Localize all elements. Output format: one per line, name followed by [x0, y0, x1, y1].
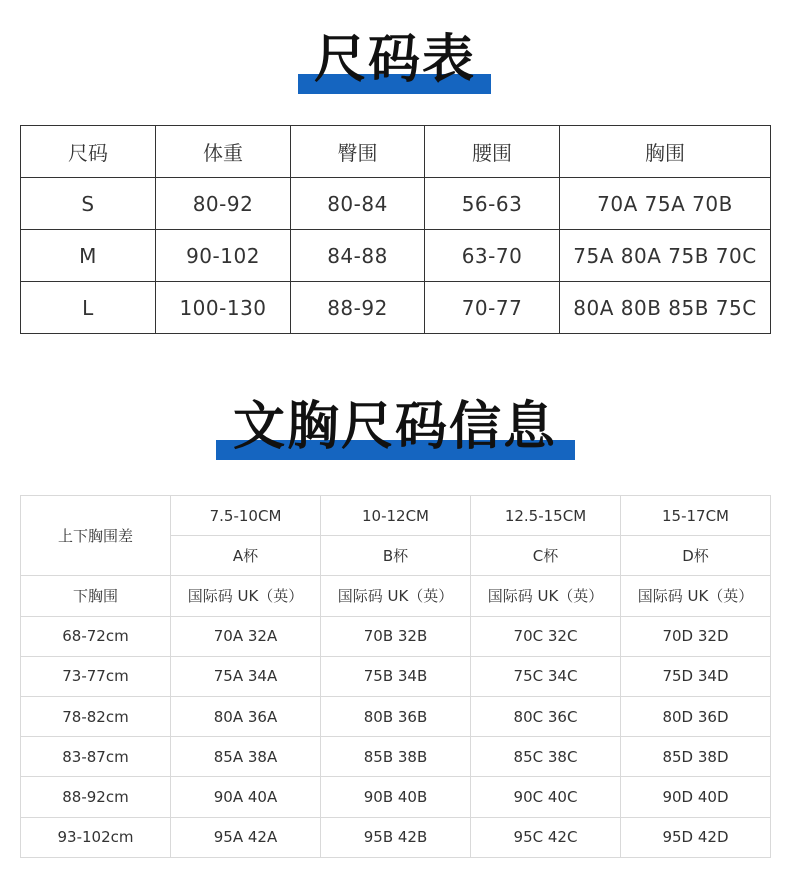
underbust-label: 下胸围 — [21, 576, 171, 616]
size-chart-table — [20, 125, 771, 334]
size-code-cell: 80A 36A — [171, 696, 321, 736]
diff-range-cell: 12.5-15CM — [471, 496, 621, 536]
size-code-cell: 85C 38C — [471, 737, 621, 777]
size-cell: L — [21, 282, 156, 334]
size-code-cell: 70A 32A — [171, 616, 321, 656]
underbust-cell: 78-82cm — [21, 696, 171, 736]
cup-cell: A杯 — [171, 536, 321, 576]
cup-cell: D杯 — [621, 536, 771, 576]
hip-cell: 88-92 — [291, 282, 425, 334]
table-row — [21, 737, 771, 777]
size-code-cell: 70B 32B — [321, 616, 471, 656]
intl-row — [21, 576, 771, 616]
header-hip: 臀围 — [291, 126, 425, 178]
table-row — [21, 282, 771, 334]
size-chart-heading — [0, 22, 790, 102]
size-code-cell: 85B 38B — [321, 737, 471, 777]
size-code-cell: 95C 42C — [471, 817, 621, 857]
bra-info-heading — [0, 392, 790, 472]
diff-row — [21, 496, 771, 536]
size-code-cell: 95B 42B — [321, 817, 471, 857]
size-code-cell: 75A 34A — [171, 656, 321, 696]
size-cell: M — [21, 230, 156, 282]
header-size: 尺码 — [21, 126, 156, 178]
intl-label-cell: 国际码 UK（英） — [321, 576, 471, 616]
size-code-cell: 80D 36D — [621, 696, 771, 736]
underbust-cell: 88-92cm — [21, 777, 171, 817]
size-code-cell: 85A 38A — [171, 737, 321, 777]
size-code-cell: 75D 34D — [621, 656, 771, 696]
bra-size-table — [20, 495, 771, 858]
size-code-cell: 95A 42A — [171, 817, 321, 857]
intl-label-cell: 国际码 UK（英） — [471, 576, 621, 616]
header-weight: 体重 — [156, 126, 291, 178]
waist-cell: 63-70 — [425, 230, 560, 282]
table-row — [21, 230, 771, 282]
underbust-cell: 68-72cm — [21, 616, 171, 656]
size-code-cell: 75C 34C — [471, 656, 621, 696]
weight-cell: 90-102 — [156, 230, 291, 282]
size-code-cell: 90C 40C — [471, 777, 621, 817]
bust-cell: 75A 80A 75B 70C — [560, 230, 771, 282]
size-code-cell: 95D 42D — [621, 817, 771, 857]
size-code-cell: 80C 36C — [471, 696, 621, 736]
underbust-cell: 93-102cm — [21, 817, 171, 857]
table-row — [21, 777, 771, 817]
header-bust: 胸围 — [560, 126, 771, 178]
table-row — [21, 178, 771, 230]
underbust-cell: 73-77cm — [21, 656, 171, 696]
diff-range-cell: 10-12CM — [321, 496, 471, 536]
size-chart-title: 尺码表 — [313, 30, 476, 90]
waist-cell: 56-63 — [425, 178, 560, 230]
table-row — [21, 616, 771, 656]
size-code-cell: 75B 34B — [321, 656, 471, 696]
bra-info-title: 文胸尺码信息 — [232, 397, 557, 457]
intl-label-cell: 国际码 UK（英） — [171, 576, 321, 616]
diff-label: 上下胸围差 — [21, 496, 171, 576]
table-row — [21, 696, 771, 736]
size-code-cell: 70C 32C — [471, 616, 621, 656]
table-row — [21, 817, 771, 857]
weight-cell: 100-130 — [156, 282, 291, 334]
table-header-row — [21, 126, 771, 178]
size-code-cell: 90D 40D — [621, 777, 771, 817]
size-cell: S — [21, 178, 156, 230]
cup-cell: B杯 — [321, 536, 471, 576]
header-waist: 腰围 — [425, 126, 560, 178]
bust-cell: 80A 80B 85B 75C — [560, 282, 771, 334]
waist-cell: 70-77 — [425, 282, 560, 334]
table-row — [21, 656, 771, 696]
size-code-cell: 90A 40A — [171, 777, 321, 817]
intl-label-cell: 国际码 UK（英） — [621, 576, 771, 616]
size-code-cell: 70D 32D — [621, 616, 771, 656]
hip-cell: 80-84 — [291, 178, 425, 230]
size-code-cell: 80B 36B — [321, 696, 471, 736]
diff-range-cell: 15-17CM — [621, 496, 771, 536]
hip-cell: 84-88 — [291, 230, 425, 282]
underbust-cell: 83-87cm — [21, 737, 171, 777]
bust-cell: 70A 75A 70B — [560, 178, 771, 230]
diff-range-cell: 7.5-10CM — [171, 496, 321, 536]
size-code-cell: 90B 40B — [321, 777, 471, 817]
weight-cell: 80-92 — [156, 178, 291, 230]
cup-cell: C杯 — [471, 536, 621, 576]
size-code-cell: 85D 38D — [621, 737, 771, 777]
